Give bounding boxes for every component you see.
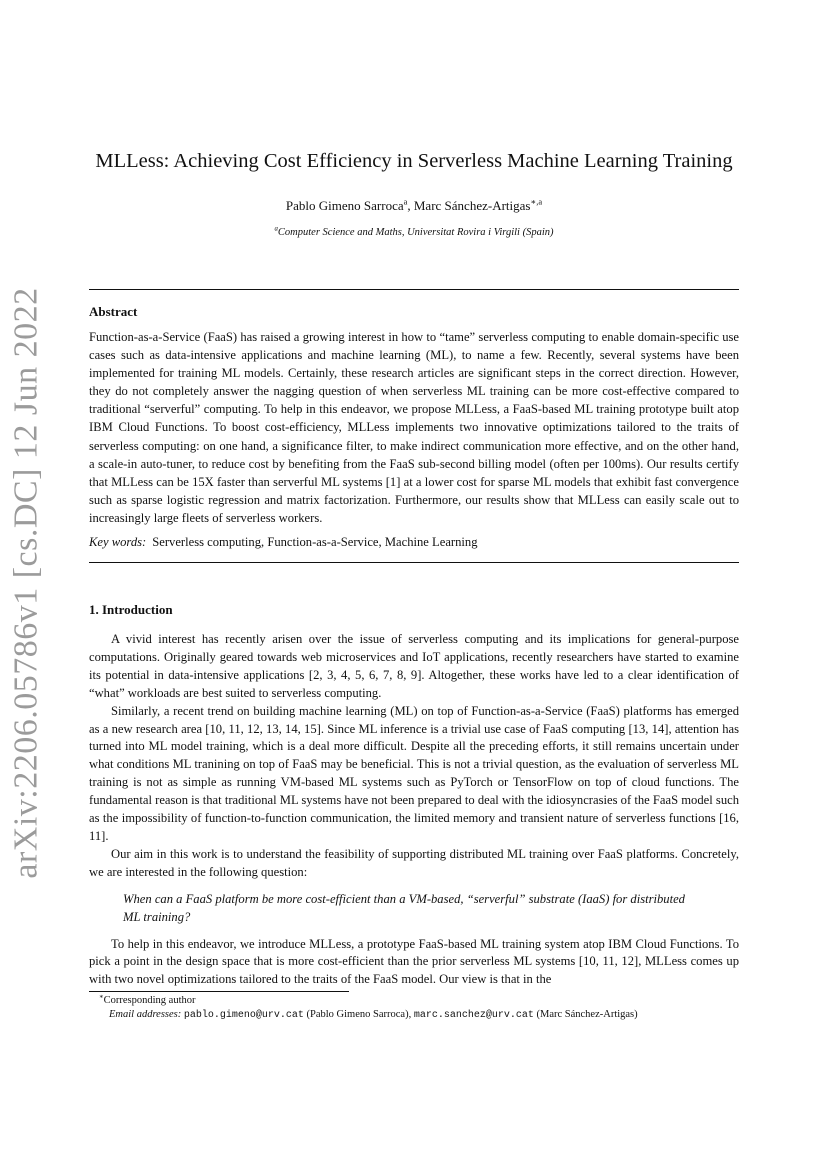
abstract-bottom-rule	[89, 562, 739, 563]
arxiv-side-stamp	[4, 287, 50, 879]
section-body	[89, 631, 739, 989]
email-label: Email addresses:	[109, 1009, 182, 1020]
keywords-text: Serverless computing, Function-as-a-Service, Machine Learning	[152, 535, 478, 549]
author-name: Marc Sánchez-Artigas	[413, 198, 531, 213]
abstract-top-rule	[89, 289, 739, 290]
footnote-text: Corresponding author	[103, 995, 196, 1006]
abstract-text: Function-as-a-Service (FaaS) has raised a growing interest in how to “tame” serverless computing to enable domain-specific use cases such as data-intensive applications and machine learning (ML), to name a few. Recently, several systems have been implemented for training ML models. Certainly, these research articles are significant steps in the correct direction. However, they do not completely answer the nagging question of when serverless ML training can be more cost-effective compared to traditional “serverful” computing. To help in this endeavor, we propose MLLess, a FaaS-based ML training prototype built atop IBM Cloud Functions. To boost cost-efficiency, MLLess implements two innovative optimizations tailored to the traits of serverless computing: on one hand, a significance filter, to make indirect communication more effective, and on the other hand, a scale-in auto-tuner, to reduce cost by benefiting from the FaaS sub-second billing model (often per 100ms). Our results certify that MLLess can be 15X faster than serverful ML systems [1] at a lower cost for sparse ML models that exhibit fast convergence such as sparse logistic regression and matrix factorization. Furthermore, our results show that MLLess can easily scale out to increasingly large fleets of serverless workers.	[89, 330, 739, 525]
footnote-rule	[89, 991, 349, 992]
paragraph: To help in this endeavor, we introduce MLLess, a prototype FaaS-based ML training system atop IBM Cloud Functions. To pick a point in the design space that is more cost-efficient than the prior serverless ML systems [10, 11, 12], MLLess comes up with two novel optimizations tailored to the traits of the FaaS model. Our view is that in the	[89, 936, 739, 987]
affiliation-text: Computer Science and Maths, Universitat Rovira i Virgili (Spain)	[277, 227, 554, 238]
author-name: Pablo Gimeno Sarroca	[285, 198, 404, 213]
keywords	[89, 535, 478, 550]
paragraph: A vivid interest has recently arisen over the issue of serverless computing and its implications for general-purpose computations. Originally geared towards web microservices and IoT applications, recently researchers have started to examine its potential in data-intensive applications [2, 3, 4, 5, 6, 7, 8, 9]. Altogether, these works have led to a clear identification of “what” workloads are best suited to serverless computing.	[89, 632, 739, 700]
arxiv-identifier: arXiv:2206.05786v1 [cs.DC] 12 Jun 2022	[8, 287, 46, 879]
paragraph: Similarly, a recent trend on building machine learning (ML) on top of Function-as-a-Service (FaaS) platforms has emerged as a new research area [10, 11, 12, 13, 14, 15]. Since ML inference is a trivial use case of FaaS computing [13, 14], attention has turned into ML model training, which is a deal more difficult. Despite all the preceding efforts, it still remains uncertain under what conditions ML tranining on top of FaaS may be beneficial. This is not a trivial question, as the evaluation of serverless ML training is not as simple as running VM-based ML systems such as PyTorch or TensorFlow on top of cloud functions. The fundamental reason is that traditional ML systems have not been prepared to deal with the idiosyncrasies of the FaaS model such as the impossibility of function-to-function communication, the limited memory and transient nature of serverless functions [16, 11].	[89, 703, 739, 843]
footnote-mark: ∗	[99, 993, 104, 1001]
author-separator: ,	[407, 198, 414, 213]
section-heading: 1. Introduction	[89, 602, 173, 617]
abstract-heading: Abstract	[89, 304, 138, 319]
email-owner: (Pablo Gimeno Sarroca),	[306, 1009, 412, 1020]
footnote-emails	[109, 1009, 759, 1021]
research-question: When can a FaaS platform be more cost-efficient than a VM-based, “serverful” substrate (IaaS) for distributed ML training?	[123, 891, 685, 924]
email-link[interactable]: marc.sanchez@urv.cat	[413, 1010, 534, 1021]
email-owner: (Marc Sánchez-Artigas)	[536, 1009, 638, 1020]
paragraph: Our aim in this work is to understand the feasibility of supporting distributed ML training over FaaS platforms. Concretely, we are interested in the following question:	[89, 846, 739, 879]
email-link[interactable]: pablo.gimeno@urv.cat	[183, 1010, 304, 1021]
affiliation	[0, 227, 828, 238]
affiliation-mark: a	[274, 225, 278, 233]
author-line	[0, 198, 828, 214]
author-affil-mark: a	[403, 196, 408, 207]
footnote-corresponding	[99, 995, 749, 1006]
paper-title: MLLess: Achieving Cost Efficiency in Serverless Machine Learning Training	[95, 150, 733, 172]
keywords-label: Key words:	[89, 535, 147, 549]
author-affil-mark: ∗,a	[530, 196, 543, 207]
